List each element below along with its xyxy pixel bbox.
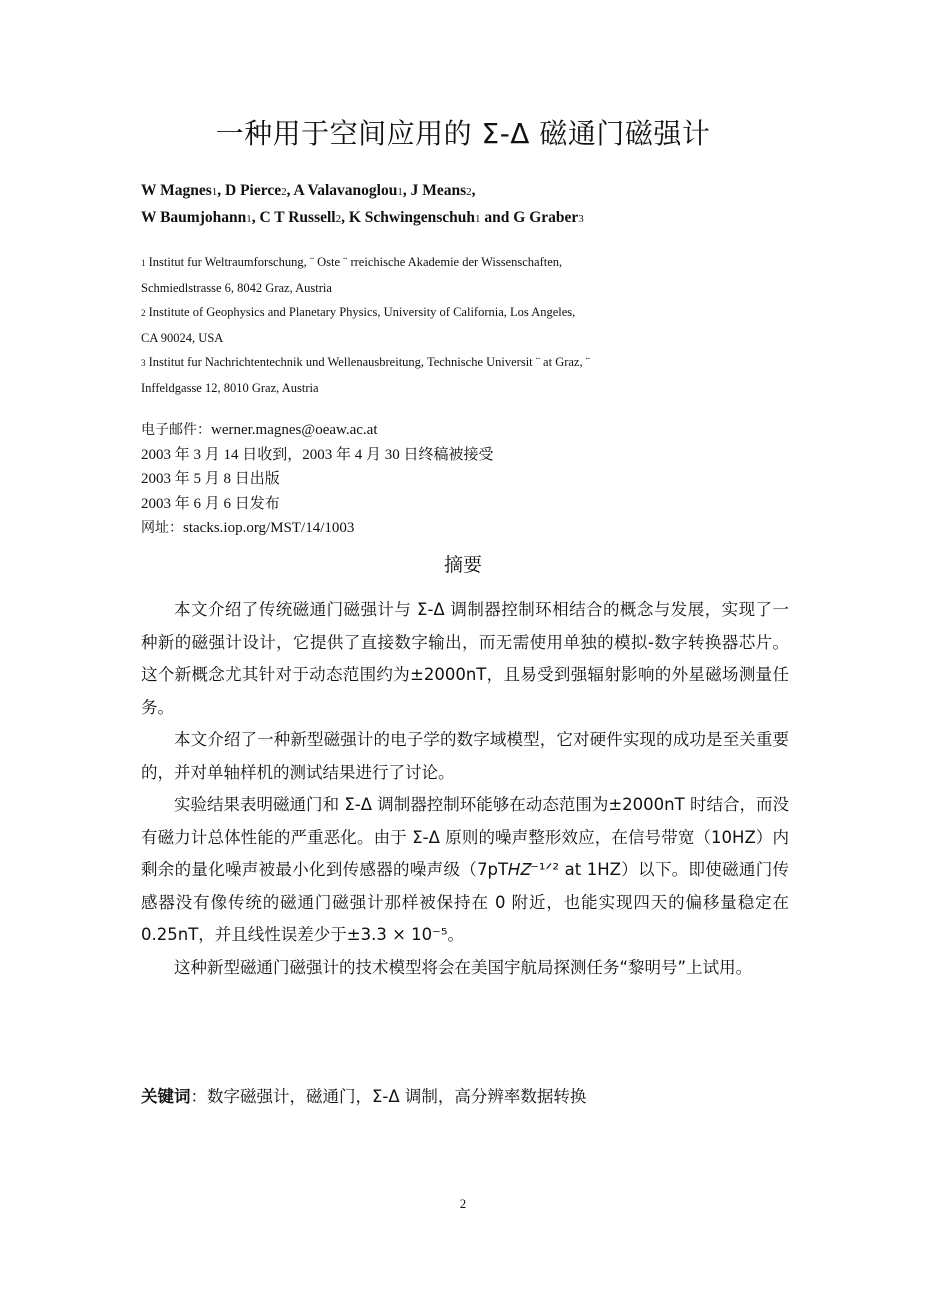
email-line: 电子邮件：werner.magnes@oeaw.ac.at: [141, 422, 378, 438]
author-name: C T Russell: [259, 209, 336, 226]
affiliation-3-line-2: Inffeldgasse 12, 8010 Graz, Austria: [141, 380, 319, 395]
abstract-paragraph: 实验结果表明磁通门和 Σ-Δ 调制器控制环能够在动态范围为±2000nT 时结合，而没有磁力计总体性能的严重恶化。由于 Σ-Δ 原则的噪声整形效应，在信号带宽（10HZ）内剩余的量化噪声被最小化到传感器的噪声级（7pT𝐻𝑍⁻¹ᐟ² at 1HZ）以下。即使磁通门传感器没有像传统的磁通门磁强计那样被保持在 0 附近，也能实现四天的偏移量稳定在 0.25nT，并且线性误差少于±3.3 × 10⁻⁵。: [141, 795, 789, 944]
affiliation-list: [141, 250, 590, 400]
author-name: D Pierce: [225, 182, 282, 199]
author-affiliation-mark: 2: [466, 186, 472, 198]
author-affiliation-mark: 1: [475, 213, 481, 225]
author-name: W Baumjohann: [141, 209, 247, 226]
abstract-paragraph: 本文介绍了传统磁通门磁强计与 Σ-Δ 调制器控制环相结合的概念与发展，实现了一种新的磁强计设计，它提供了直接数字输出，而无需使用单独的模拟-数字转换器芯片。这个新概念尤其针对于动态范围约为±2000nT，且易受到强辐射影响的外星磁场测量任务。: [141, 600, 789, 717]
keywords-list: ：数字磁强计，磁通门，Σ-Δ 调制，高分辨率数据转换: [190, 1087, 587, 1106]
abstract-body: [141, 594, 789, 984]
email-link[interactable]: werner.magnes@oeaw.ac.at: [211, 422, 378, 438]
author-name: A Valavanoglou: [293, 182, 398, 199]
url-link[interactable]: stacks.iop.org/MST/14/1003: [183, 520, 355, 536]
keywords-label: 关键词: [141, 1087, 191, 1106]
affiliation-1-line-2: Schmiedlstrasse 6, 8042 Graz, Austria: [141, 280, 332, 295]
author-name: W Magnes: [141, 182, 212, 199]
author-name: G Graber: [513, 209, 579, 226]
url-line: 网址：stacks.iop.org/MST/14/1003: [141, 520, 355, 536]
author-list: [141, 178, 584, 232]
received-date: 2003 年 3 月 14 日收到，2003 年 4 月 30 日终稿被接受: [141, 446, 494, 463]
affiliation-2-line-2: CA 90024, USA: [141, 330, 224, 345]
article-info: [141, 418, 494, 541]
page-number: 2: [459, 1196, 467, 1211]
abstract-paragraph: 本文介绍了一种新型磁强计的电子学的数字域模型，它对硬件实现的成功是至关重要的，并对单轴样机的测试结果进行了讨论。: [141, 730, 789, 782]
paper-title: 一种用于空间应用的 Σ-Δ 磁通门磁强计: [215, 117, 711, 150]
abstract-title: 摘要: [443, 554, 482, 576]
abstract-paragraph: 这种新型磁通门磁强计的技术模型将会在美国宇航局探测任务“黎明号”上试用。: [174, 957, 753, 977]
author-affiliation-mark: 2: [281, 186, 287, 198]
author-line-2: W Baumjohann1, C T Russell2, K Schwingenschuh1 and G Graber3: [141, 209, 584, 226]
author-affiliation-mark: 1: [397, 186, 403, 198]
affiliation-1-line-1: 1 Institut fur Weltraumforschung, ¨ Oste ¨ rreichische Akademie der Wissenschaften,: [141, 255, 563, 269]
author-affiliation-mark: 2: [335, 213, 342, 225]
keywords: [141, 1083, 586, 1107]
author-affiliation-mark: 3: [578, 213, 584, 225]
affiliation-3-line-1: 3 Institut fur Nachrichtentechnik und Wellenausbreitung, Technische Universit ¨ at Graz, ¨: [141, 355, 590, 369]
affiliation-2-line-1: 2 Institute of Geophysics and Planetary Physics, University of California, Los Angeles,: [141, 305, 576, 319]
author-line-1: W Magnes1, D Pierce2, A Valavanoglou1, J Means2,: [141, 182, 476, 199]
published-date: 2003 年 5 月 8 日出版: [141, 471, 280, 487]
author-affiliation-mark: 1: [246, 213, 252, 225]
author-name: J Means: [410, 182, 467, 199]
author-name: K Schwingenschuh: [348, 209, 476, 226]
author-affiliation-mark: 1: [211, 186, 218, 198]
released-date: 2003 年 6 月 6 日发布: [141, 495, 280, 512]
